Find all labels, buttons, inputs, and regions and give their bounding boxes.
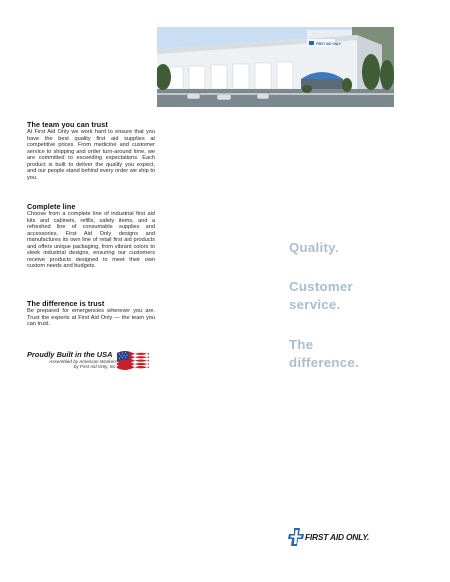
section-heading: The team you can trust [27,120,108,129]
section-body: Be prepared for emergencies wherever you are. Trust the experts at First Aid Only — the team you can trust. [27,308,155,328]
warehouse-illustration [157,27,394,107]
tagline-customer: Customer [289,279,353,294]
logo-text: FIRST AID ONLY. [305,532,370,542]
section-body: Choose from a complete line of industrial first aid kits and cabinets, refills, safety items, and a refreshed line of consumable supplies and accessories. First Aid Only designs and manufactures its own line of retail first aid products and offers unique packaging, from vibrant colors to sleek industrial designs, ensuring our customers receive products designed to meet their own custom needs and budgets. [27,211,155,270]
medical-cross-icon [288,528,304,546]
section-heading: Complete line [27,202,76,211]
tagline-service: service. [289,297,341,312]
us-flag-icon [116,349,149,371]
badge-subtitle-line2: by First Aid Only, Inc. [73,364,117,370]
section-team [27,120,155,181]
tagline-the: The [289,337,314,352]
first-aid-only-logo [288,527,384,547]
section-difference [27,299,155,328]
section-heading: The difference is trust [27,299,105,308]
tagline-quality: Quality. [289,240,339,255]
badge-subtitle [27,359,117,370]
made-in-usa-badge [27,348,152,374]
badge-subtitle-line1: Assembled by American Workers [49,359,117,364]
section-body: At First Aid Only we work hard to ensure that you have the best quality first aid supplies at competitive prices. From medicine and customer service to shipping and order turn-around time, we are committed to exceeding expectations. Each product is built to deliver the quality you expect, and our people stand behind every order we ship to you. [27,129,155,181]
building-photo [157,27,394,107]
badge-title: Proudly Built in the USA [27,350,113,359]
section-complete-line [27,202,155,270]
tagline-difference: difference. [289,355,359,370]
building-sign-text: FIRST AID ONLY [316,42,341,46]
